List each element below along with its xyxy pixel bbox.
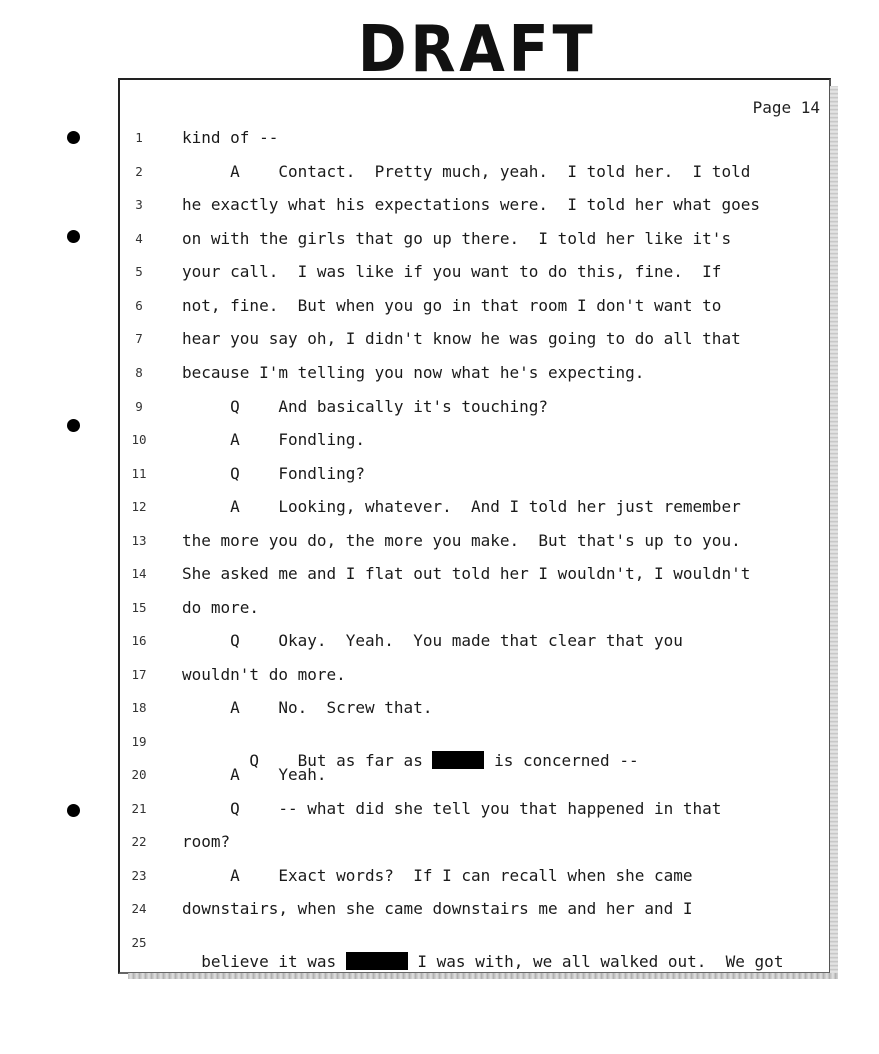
- transcript-line-part: is concerned --: [484, 751, 639, 770]
- transcript-line: A Exact words? If I can recall when she came: [182, 866, 693, 885]
- transcript-line: not, fine. But when you go in that room I don't want to: [182, 296, 722, 315]
- draft-stamp: DRAFT: [357, 13, 597, 87]
- transcript-line: because I'm telling you now what he's expecting.: [182, 363, 645, 382]
- transcript-line: A Looking, whatever. And I told her just remember: [182, 497, 741, 516]
- line-number: 17: [131, 667, 147, 682]
- transcript-line: A Yeah.: [182, 765, 327, 784]
- line-number: 7: [135, 331, 143, 346]
- transcript-line: Q Okay. Yeah. You made that clear that you: [182, 631, 683, 650]
- line-number: 6: [135, 298, 143, 313]
- line-number: 9: [135, 399, 143, 414]
- line-number: 25: [131, 935, 147, 950]
- scan-edge-bottom: [128, 973, 838, 979]
- line-number: 13: [131, 533, 147, 548]
- transcript-line: A Fondling.: [182, 430, 366, 449]
- transcript-line: A No. Screw that.: [182, 698, 433, 717]
- line-number: 12: [131, 499, 147, 514]
- transcript-line: the more you do, the more you make. But that's up to you.: [182, 531, 741, 550]
- transcript-line-part: believe it was: [201, 952, 346, 971]
- transcript-line: hear you say oh, I didn't know he was going to do all that: [182, 329, 741, 348]
- line-number: 24: [131, 901, 147, 916]
- line-number: 22: [131, 834, 147, 849]
- transcript-line: wouldn't do more.: [182, 665, 346, 684]
- line-number: 18: [131, 700, 147, 715]
- line-number: 15: [131, 600, 147, 615]
- line-number: 2: [135, 164, 143, 179]
- line-number: 10: [131, 432, 147, 447]
- punch-hole-1: [67, 131, 80, 144]
- punch-hole-4: [67, 804, 80, 817]
- transcript-line: Q And basically it's touching?: [182, 397, 549, 416]
- transcript-line-part: Q But as far as: [201, 751, 433, 770]
- transcript-line: A Contact. Pretty much, yeah. I told her. I told: [182, 162, 751, 181]
- transcript-line: he exactly what his expectations were. I told her what goes: [182, 195, 760, 214]
- transcript-line-part: I was with, we all walked out. We got: [407, 952, 784, 971]
- line-number: 5: [135, 264, 143, 279]
- page-number-label: Page 14: [752, 98, 820, 117]
- transcript-line: Q Fondling?: [182, 464, 366, 483]
- transcript-line: kind of --: [182, 128, 279, 147]
- transcript-line: your call. I was like if you want to do this, fine. If: [182, 262, 722, 281]
- transcript-line: downstairs, when she came downstairs me and her and I: [182, 899, 693, 918]
- line-number: 14: [131, 566, 147, 581]
- punch-hole-2: [67, 230, 80, 243]
- scan-edge-right: [830, 86, 838, 976]
- redaction-box: [346, 952, 408, 970]
- line-number: 8: [135, 365, 143, 380]
- punch-hole-3: [67, 419, 80, 432]
- transcript-line: Q -- what did she tell you that happened in that: [182, 799, 722, 818]
- transcript-line: on with the girls that go up there. I told her like it's: [182, 229, 732, 248]
- line-number: 1: [135, 130, 143, 145]
- line-number: 19: [131, 734, 147, 749]
- transcript-line: do more.: [182, 598, 260, 617]
- line-number: 3: [135, 197, 143, 212]
- transcript-line: [182, 933, 822, 971]
- transcript-line: She asked me and I flat out told her I wouldn't, I wouldn't: [182, 564, 751, 583]
- line-number: 23: [131, 868, 147, 883]
- line-number: 11: [131, 466, 147, 481]
- line-number: 4: [135, 231, 143, 246]
- transcript-line: room?: [182, 832, 231, 851]
- line-number: 16: [131, 633, 147, 648]
- line-number: 21: [131, 801, 147, 816]
- line-number: 20: [131, 767, 147, 782]
